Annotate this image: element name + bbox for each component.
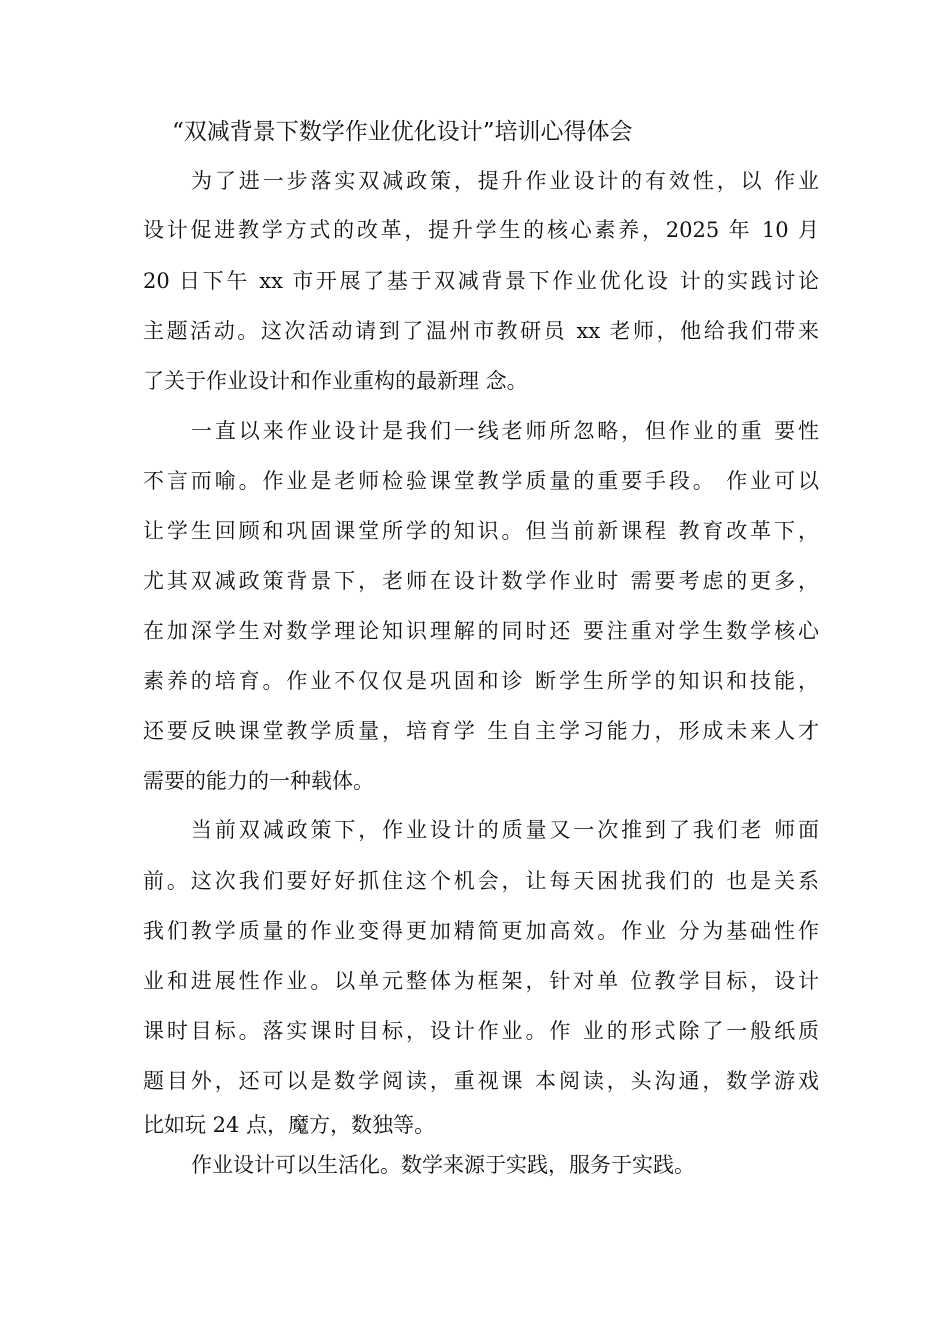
paragraph-3-line-6: 题目外，还可以是数学阅读，重视课 本阅读，头沟通，数学游戏 (143, 1069, 819, 1093)
document-title: “双减背景下数学作业优化设计”培训心得体会 (172, 119, 633, 145)
paragraph-3-line-2: 前。这次我们要好好抓住这个机会，让每天困扰我们的 也是关系 (143, 869, 819, 893)
paragraph-2-line-3: 让学生回顾和巩固课堂所学的知识。但当前新课程 教育改革下， (143, 519, 819, 543)
paragraph-3-line-5: 课时目标。落实课时目标，设计作业。作 业的形式除了一般纸质 (143, 1019, 819, 1043)
paragraph-2-line-1: 一直以来作业设计是我们一线老师所忽略，但作业的重 要性 (191, 419, 819, 443)
paragraph-1-line-4: 主题活动。这次活动请到了温州市教研员 xx 老师，他给我们带来 (143, 319, 819, 343)
paragraph-1-line-2: 设计促进教学方式的改革，提升学生的核心素养，2025 年 10 月 (143, 218, 819, 242)
paragraph-1-line-3: 20 日下午 xx 市开展了基于双减背景下作业优化设 计的实践讨论 (143, 269, 819, 293)
paragraph-3-line-3: 我们教学质量的作业变得更加精简更加高效。作业 分为基础性作 (143, 919, 819, 943)
paragraph-1-line-1: 为了进一步落实双减政策，提升作业设计的有效性，以 作业 (191, 169, 819, 193)
paragraph-2-line-4: 尤其双减政策背景下，老师在设计数学作业时 需要考虑的更多， (143, 569, 819, 593)
paragraph-2-line-5: 在加深学生对数学理论知识理解的同时还 要注重对学生数学核心 (143, 619, 819, 643)
paragraph-3-line-4: 业和进展性作业。以单元整体为框架，针对单 位教学目标，设计 (143, 969, 819, 993)
paragraph-1-line-5: 了关于作业设计和作业重构的最新理 念。 (143, 369, 528, 393)
paragraph-3-line-7: 比如玩 24 点，魔方，数独等。 (143, 1113, 436, 1137)
paragraph-2-line-2: 不言而喻。作业是老师检验课堂教学质量的重要手段。 作业可以 (143, 469, 819, 493)
paragraph-4-line-1: 作业设计可以生活化。数学来源于实践，服务于实践。 (191, 1153, 695, 1177)
paragraph-2-line-7: 还要反映课堂教学质量，培育学 生自主学习能力，形成未来人才 (143, 719, 819, 743)
paragraph-2-line-8: 需要的能力的一种载体。 (143, 769, 374, 793)
paragraph-3-line-1: 当前双减政策下，作业设计的质量又一次推到了我们老 师面 (191, 818, 819, 842)
paragraph-2-line-6: 素养的培育。作业不仅仅是巩固和诊 断学生所学的知识和技能， (143, 669, 819, 693)
